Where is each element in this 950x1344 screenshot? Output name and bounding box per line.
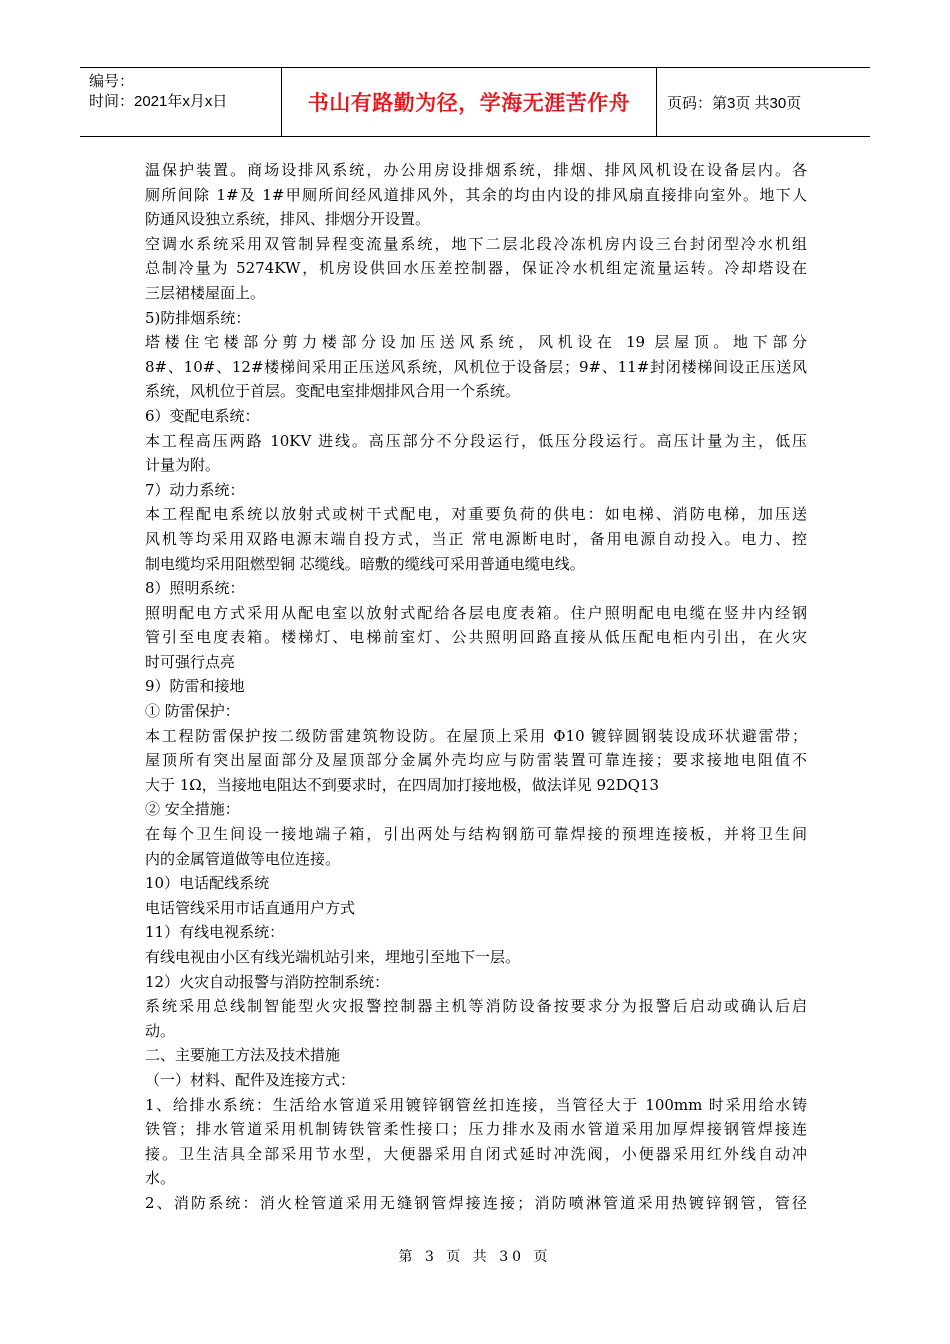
doc-number-label: 编号： <box>89 73 135 90</box>
section-heading: 9）防雷和接地 <box>145 677 245 696</box>
body-line: 管引至电度表箱。楼梯灯、电梯前室灯、公共照明回路直接从低压配电柜内引出，在火灾 <box>145 628 807 647</box>
section-heading: 10）电话配线系统 <box>145 874 270 893</box>
header-page-label: 页码：第3页 共30页 <box>667 94 802 112</box>
body-line: 本工程高压两路 10KV 进线。高压部分不分段运行，低压分段运行。高压计量为主，低压 <box>145 431 807 450</box>
body-line: 电话管线采用市话直通用户方式 <box>145 898 356 917</box>
section-heading: （一）材料、配件及连接方式： <box>145 1070 356 1089</box>
header-motto: 书山有路勤为径，学海无涯苦作舟 <box>282 68 657 136</box>
document-body <box>145 158 807 1216</box>
body-line: 8#、10#、12#楼梯间采用正压送风系统，风机位于设备层；9#、11#封闭楼梯间设正压送风 <box>145 357 807 376</box>
body-line: 1、给排水系统：生活给水管道采用镀锌钢管丝扣连接，当管径大于 100mm 时采用给水铸 <box>145 1095 807 1114</box>
body-line: 铁管；排水管道采用机制铸铁管柔性接口；压力排水及雨水管道采用加厚焊接钢管焊接连 <box>145 1120 807 1139</box>
section-heading: 8）照明系统： <box>145 579 245 598</box>
body-line: 计量为附。 <box>145 456 221 475</box>
section-heading: 5)防排烟系统： <box>145 308 251 327</box>
body-line: 大于 1Ω，当接地电阻达不到要求时，在四周加打接地极，做法详见 92DQ13 <box>145 775 660 794</box>
chapter-heading: 二、主要施工方法及技术措施 <box>145 1046 341 1065</box>
body-line: 厕所间除 1#及 1#甲厕所间经风道排风外，其余的均由内设的排风扇直接排向室外。地下人 <box>145 185 807 204</box>
header-left-cell <box>80 68 282 136</box>
body-line: 屋顶所有突出屋面部分及屋顶部分金属外壳均应与防雷装置可靠连接；要求接地电阻值不 <box>145 751 807 770</box>
section-heading: 6）变配电系统： <box>145 406 260 425</box>
body-line: 系统采用总线制智能型火灾报警控制器主机等消防设备按要求分为报警后启动或确认后启 <box>145 997 807 1016</box>
section-heading: 7）动力系统： <box>145 480 245 499</box>
section-heading: 12）火灾自动报警与消防控制系统： <box>145 972 390 991</box>
body-line: 时可强行点亮 <box>145 652 236 671</box>
body-line: 照明配电方式采用从配电室以放射式配给各层电度表箱。住户照明配电电缆在竖井内经钢 <box>145 603 807 622</box>
body-line: 内的金属管道做等电位连接。 <box>145 849 341 868</box>
body-line: 风机等均采用双路电源末端自投方式，当正 常电源断电时，备用电源自动投入。电力、控 <box>145 529 807 548</box>
body-line: 三层裙楼屋面上。 <box>145 283 266 302</box>
subsection-heading: ① 防雷保护： <box>145 702 240 721</box>
body-line: 有线电视由小区有线光端机站引来，埋地引至地下一层。 <box>145 948 521 966</box>
body-line: 2、消防系统：消火栓管道采用无缝钢管焊接连接；消防喷淋管道采用热镀锌钢管，管径 <box>145 1193 807 1212</box>
body-line: 防通风设独立系统，排风、排烟分开设置。 <box>145 210 431 229</box>
date-label: 时间：2021年x月x日 <box>89 93 228 110</box>
body-line: 接。卫生洁具全部采用节水型，大便器采用自闭式延时冲洗阀，小便器采用红外线自动冲 <box>145 1144 807 1163</box>
page-header <box>80 67 870 137</box>
body-line: 总制冷量为 5274KW，机房设供回水压差控制器，保证冷水机组定流量运转。冷却塔设在 <box>145 259 807 278</box>
subsection-heading: ② 安全措施： <box>145 800 240 819</box>
section-heading: 11）有线电视系统： <box>145 923 285 942</box>
body-line: 动。 <box>145 1021 176 1040</box>
page-footer: 第 3 页 共 30 页 <box>398 1249 552 1265</box>
body-line: 本工程配电系统以放射式或树干式配电，对重要负荷的供电：如电梯、消防电梯，加压送 <box>145 505 807 524</box>
body-line: 水。 <box>145 1169 176 1188</box>
body-line: 空调水系统采用双管制异程变流量系统，地下二层北段冷冻机房内设三台封闭型冷水机组 <box>145 234 807 253</box>
body-line: 本工程防雷保护按二级防雷建筑物设防。在屋顶上采用 Φ10 镀锌圆钢装设成环状避雷带； <box>145 726 807 745</box>
body-line: 温保护装置。商场设排风系统，办公用房设排烟系统，排烟、排风风机设在设备层内。各 <box>145 161 807 179</box>
body-line: 塔楼住宅楼部分剪力楼部分设加压送风系统，风机设在 19 层屋顶。地下部分 <box>145 333 807 352</box>
body-line: 在每个卫生间设一接地端子箱，引出两处与结构钢筋可靠焊接的预埋连接板，并将卫生间 <box>145 825 807 844</box>
body-line: 制电缆均采用阻燃型铜 芯缆线。暗敷的缆线可采用普通电缆电线。 <box>145 554 585 573</box>
body-line: 系统，风机位于首层。变配电室排烟排风合用一个系统。 <box>145 382 521 401</box>
